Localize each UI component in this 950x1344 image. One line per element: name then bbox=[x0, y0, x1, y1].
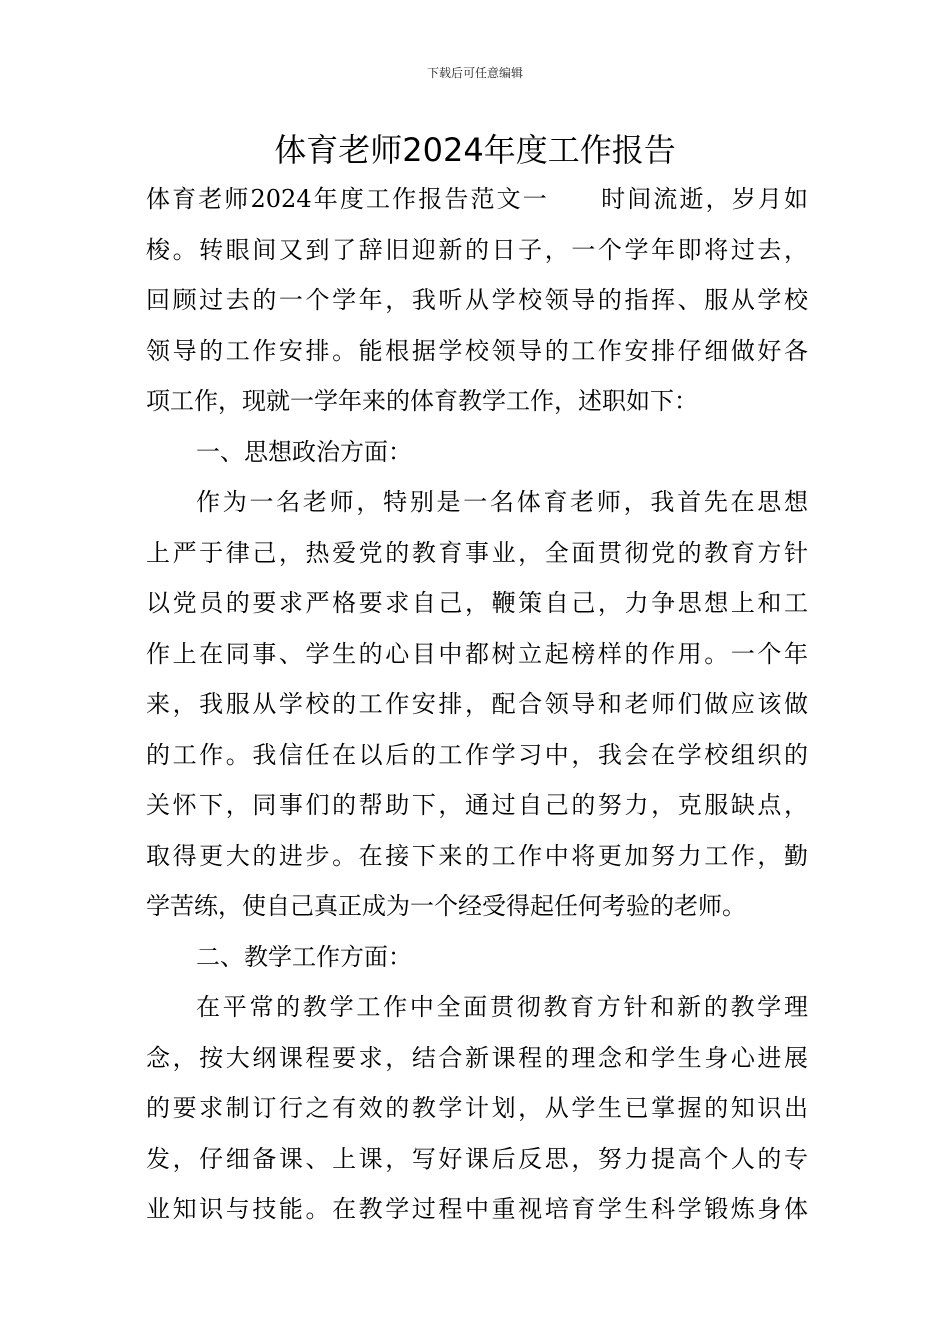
body-text-line: 回顾过去的一个学年，我听从学校领导的指挥、服从学校 bbox=[146, 286, 808, 314]
body-text-line: 业知识与技能。在教学过程中重视培育学生科学锻炼身体 bbox=[146, 1195, 808, 1223]
body-text-line: 以党员的要求严格要求自己，鞭策自己，力争思想上和工 bbox=[146, 589, 808, 617]
document-body bbox=[146, 174, 808, 1235]
page-header-note: 下载后可任意编辑 bbox=[426, 66, 523, 80]
document-title: 体育老师2024年度工作报告 bbox=[274, 131, 676, 169]
body-text-line: 一、思想政治方面： bbox=[196, 437, 412, 466]
body-text-line: 在平常的教学工作中全面贯彻教育方针和新的教学理 bbox=[196, 993, 808, 1021]
body-text-line: 上严于律己，热爱党的教育事业，全面贯彻党的教育方针 bbox=[146, 538, 808, 567]
body-text-line: 的要求制订行之有效的教学计划，从学生已掌握的知识出 bbox=[146, 1094, 808, 1122]
body-text-line: 的工作。我信任在以后的工作学习中，我会在学校组织的 bbox=[146, 740, 808, 769]
body-text-line: 取得更大的进步。在接下来的工作中将更加努力工作，勤 bbox=[146, 841, 808, 870]
body-text-line: 念，按大纲课程要求，结合新课程的理念和学生身心进展 bbox=[146, 1043, 808, 1072]
body-text-line: 体育老师2024年度工作报告范文一 时间流逝，岁月如 bbox=[146, 185, 808, 213]
body-text-line: 学苦练，使自己真正成为一个经受得起任何考验的老师。 bbox=[146, 892, 746, 920]
body-text-line: 作上在同事、学生的心目中都树立起榜样的作用。一个年 bbox=[146, 639, 808, 668]
body-text-line: 来，我服从学校的工作安排，配合领导和老师们做应该做 bbox=[146, 690, 808, 718]
body-text-line: 项工作，现就一学年来的体育教学工作，述职如下： bbox=[146, 387, 698, 415]
body-text-line: 梭。转眼间又到了辞旧迎新的日子，一个学年即将过去， bbox=[146, 235, 808, 264]
body-text-line: 二、教学工作方面： bbox=[196, 942, 412, 971]
body-text-line: 作为一名老师，特别是一名体育老师，我首先在思想 bbox=[196, 488, 808, 516]
body-text-line: 关怀下，同事们的帮助下，通过自己的努力，克服缺点， bbox=[146, 791, 808, 819]
body-text-line: 发，仔细备课、上课，写好课后反思，努力提高个人的专 bbox=[146, 1144, 808, 1173]
body-text-line: 领导的工作安排。能根据学校领导的工作安排仔细做好各 bbox=[146, 336, 808, 365]
